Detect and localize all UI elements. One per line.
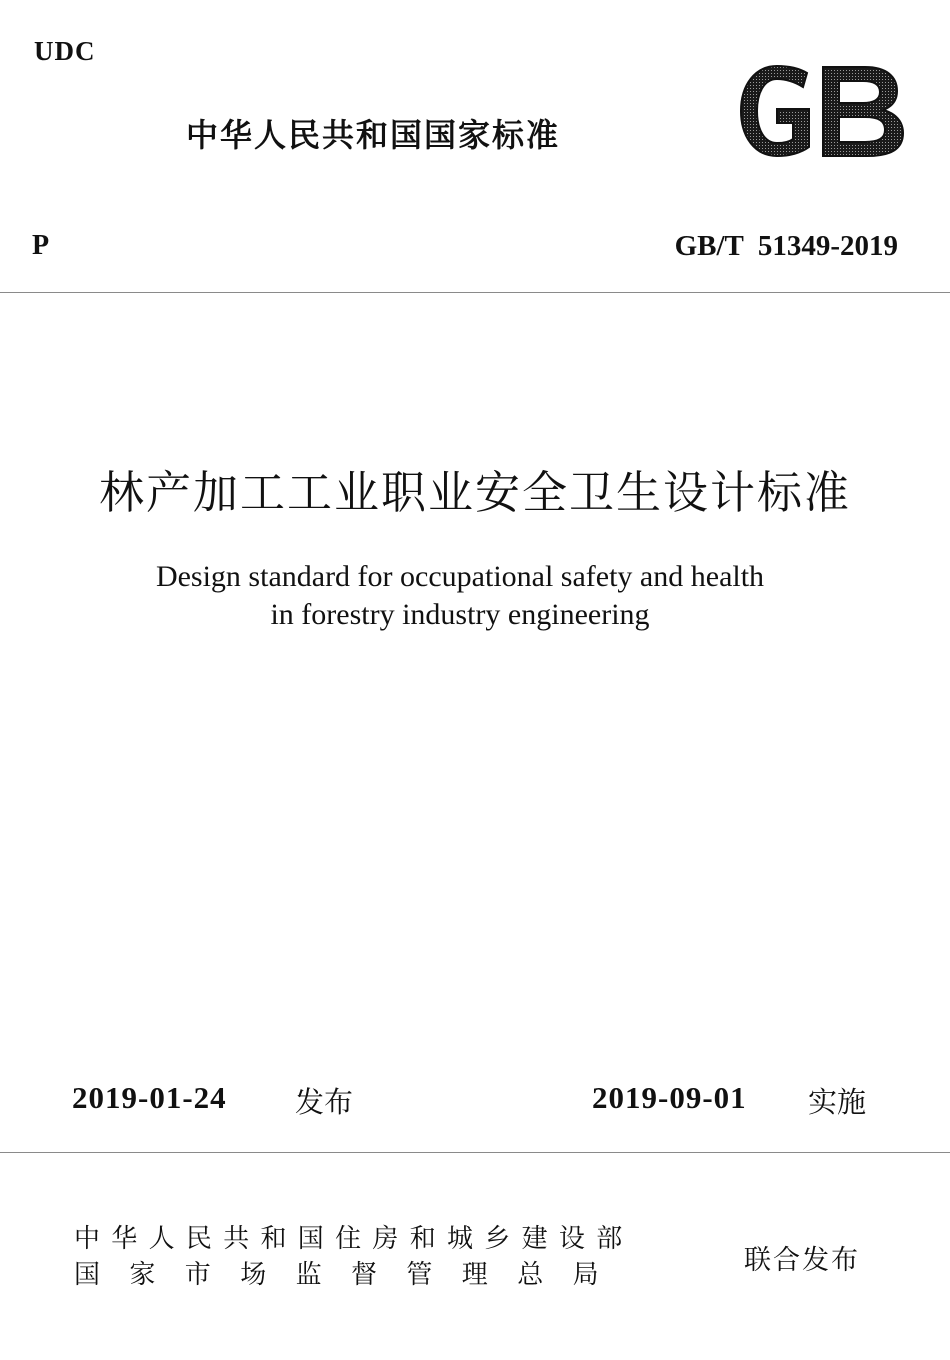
- title-chinese: 林产加工工业职业安全卫生设计标准: [98, 466, 851, 519]
- issuer-ministry: 中华人民共和国住房和城乡建设部: [74, 1224, 634, 1254]
- udc-label: UDC: [34, 36, 96, 66]
- gb-logo-text: GB: [737, 63, 739, 64]
- bottom-divider: [0, 1152, 950, 1153]
- issue-label: 发布: [295, 1085, 354, 1119]
- title-english-line1: Design standard for occupational safety and health: [155, 560, 765, 593]
- issuer-administration: 国家市场监督管理总局: [74, 1260, 629, 1290]
- standard-number: GB/T 51349-2019: [674, 230, 898, 262]
- issue-date: 2019-01-24: [72, 1080, 227, 1115]
- national-standard-heading: 中华人民共和国国家标准: [186, 116, 561, 154]
- title-english-line2: in forestry industry engineering: [270, 598, 650, 631]
- implementation-label: 实施: [808, 1085, 867, 1119]
- gb-logo: [737, 63, 907, 159]
- implementation-date: 2019-09-01: [592, 1080, 747, 1115]
- top-divider: [0, 292, 950, 293]
- classification-code: P: [32, 230, 50, 261]
- jointly-issued-label: 联合发布: [744, 1245, 860, 1276]
